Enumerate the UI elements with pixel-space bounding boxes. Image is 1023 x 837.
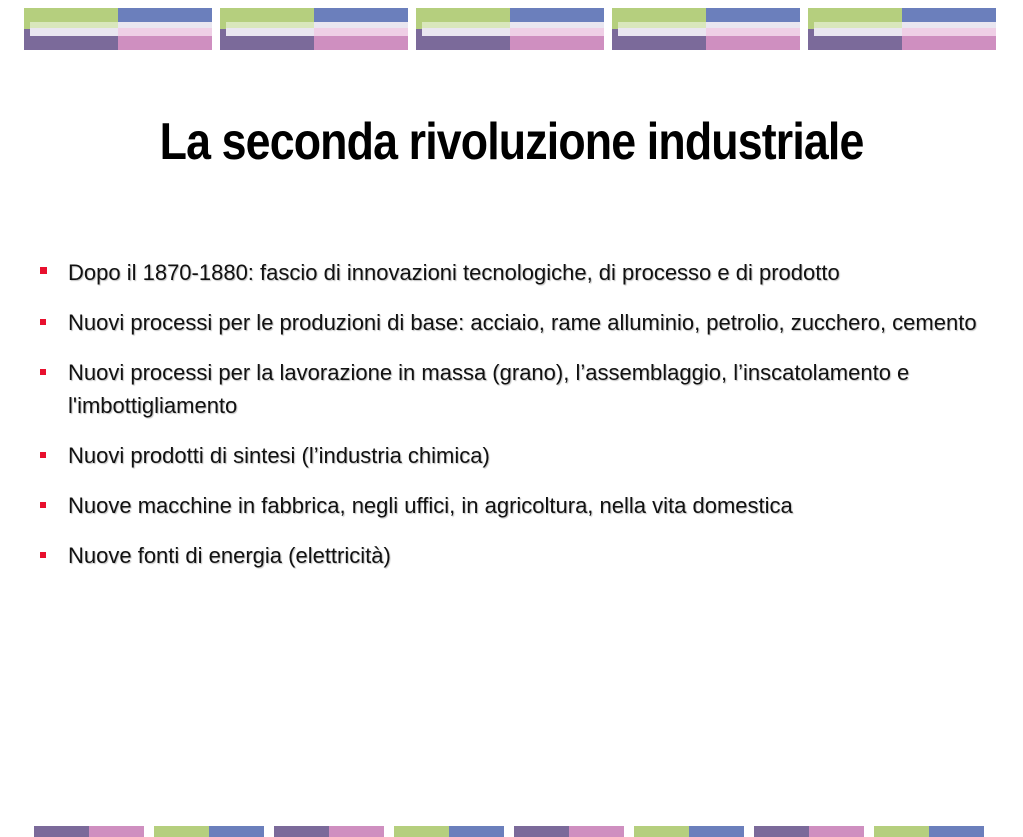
bullet-text: Nuove macchine in fabbrica, negli uffici, in agricoltura, nella vita domestica	[68, 493, 793, 518]
decor-block	[220, 8, 408, 50]
bullet-item	[38, 489, 998, 522]
square-bullet-icon	[40, 502, 46, 508]
decor-block	[416, 8, 604, 50]
square-bullet-icon	[40, 319, 46, 325]
decor-block	[24, 8, 212, 50]
decor-block	[612, 8, 800, 50]
slide-title: La seconda rivoluzione industriale	[159, 113, 864, 171]
bullet-item	[38, 256, 998, 289]
bullet-text: Nuovi processi per le produzioni di base: acciaio, rame alluminio, petrolio, zucchero, cemento	[68, 310, 977, 335]
bullet-item	[38, 356, 998, 422]
bullet-list	[38, 256, 998, 589]
bullet-text: Dopo il 1870-1880: fascio di innovazioni tecnologiche, di processo e di prodotto	[68, 260, 840, 285]
square-bullet-icon	[40, 552, 46, 558]
bottom-decorative-strip	[0, 826, 1023, 837]
square-bullet-icon	[40, 452, 46, 458]
bullet-text: Nuovi prodotti di sintesi (l’industria chimica)	[68, 443, 490, 468]
bullet-item	[38, 539, 998, 572]
bullet-text: Nuovi processi per la lavorazione in massa (grano), l’assemblaggio, l’inscatolamento e l'imbottigliamento	[68, 360, 910, 418]
square-bullet-icon	[40, 369, 46, 375]
decor-block	[808, 8, 996, 50]
bullet-text: Nuove fonti di energia (elettricità)	[68, 543, 391, 568]
bullet-item	[38, 439, 998, 472]
top-decorative-banner	[0, 0, 1023, 60]
bullet-item	[38, 306, 998, 339]
square-bullet-icon	[40, 267, 47, 274]
